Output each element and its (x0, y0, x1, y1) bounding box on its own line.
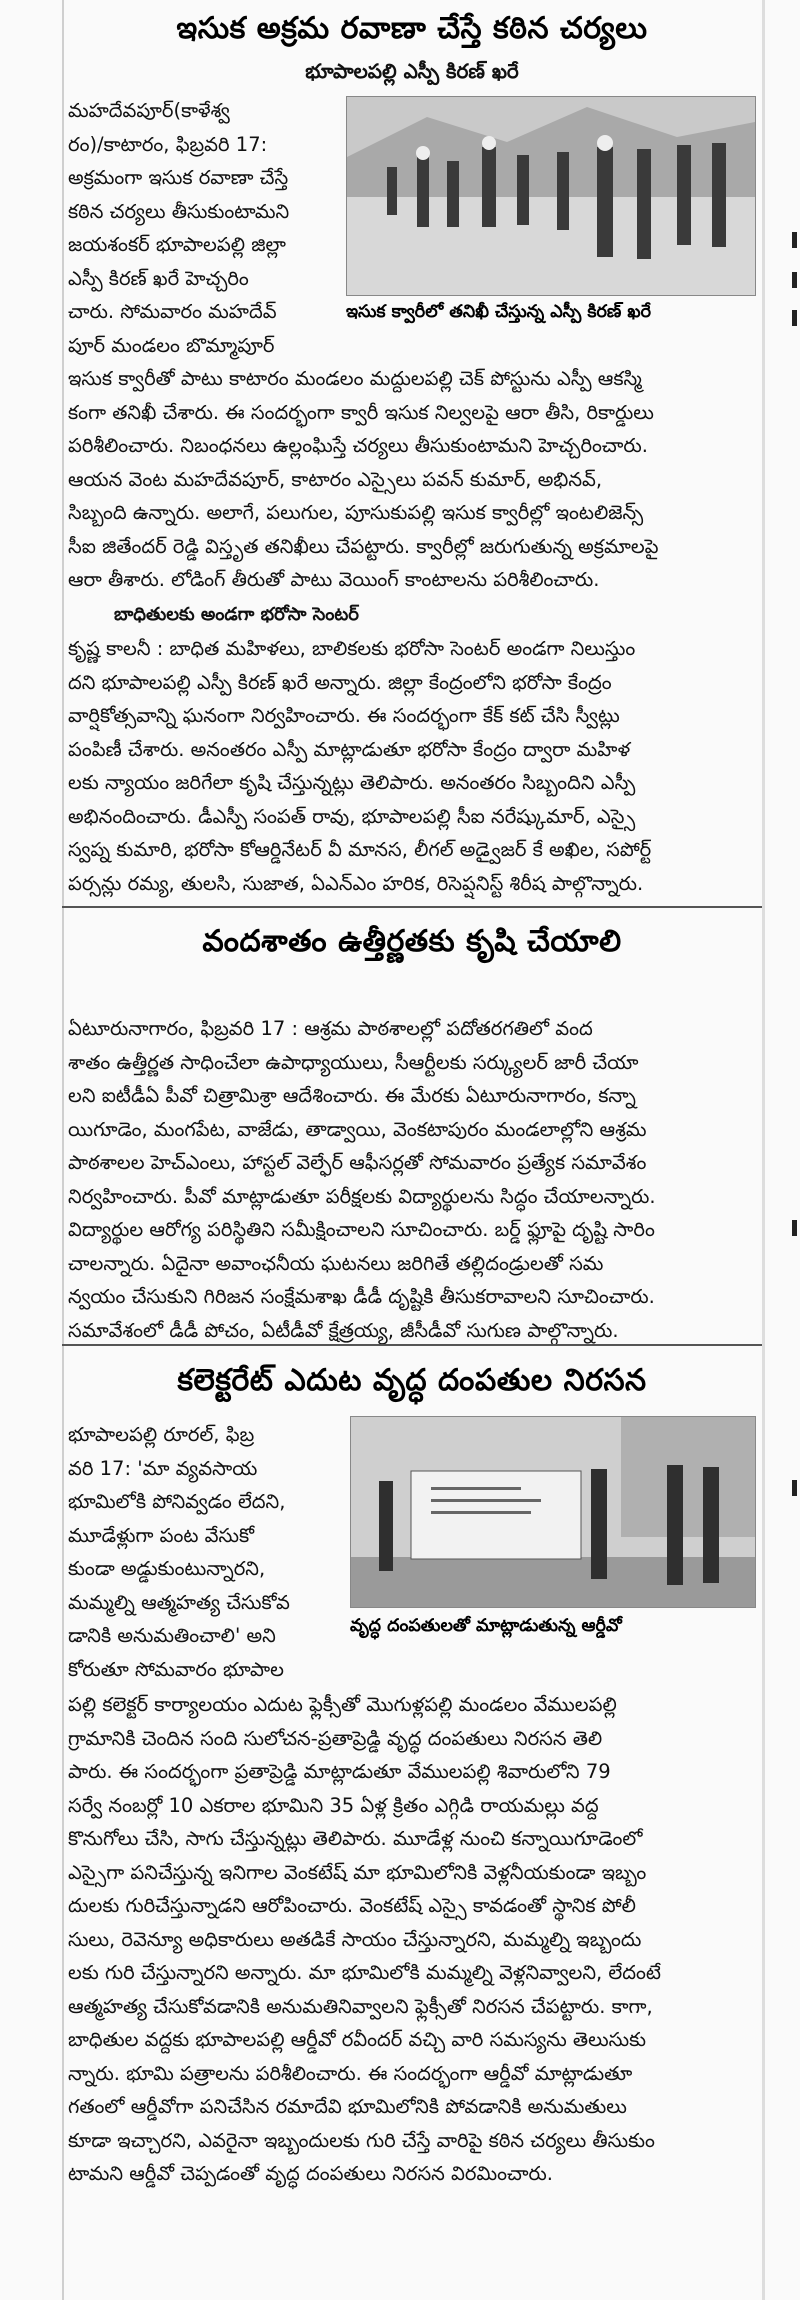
story1-headline: ఇసుక అక్రమ రవాణా చేస్తే కఠిన చర్యలు (176, 11, 648, 46)
story3-lead-line: భూమిలోకి పోనివ్వడం లేదని, (68, 1490, 286, 1513)
story1-body-line: ఇసుక క్వారీతో పాటు కాటారం మండలం మద్దులపల్లి చెక్ పోస్టును ఎస్పీ ఆకస్మి (68, 367, 642, 390)
story3-body-line: దులకు గురిచేస్తున్నాడని ఆరోపించారు. వెంకటేష్ ఎస్సై కావడంతో స్థానిక పోలీ (68, 1894, 636, 1917)
story1-lead-line: చారు. సోమవారం మహదేవ్ (68, 300, 277, 323)
story1-caption: ఇసుక క్వారీలో తనిఖీ చేస్తున్న ఎస్పీ కిరణ్ ఖరే (346, 302, 652, 322)
story1-lead-column (68, 94, 338, 362)
story3-body-line: సులు, రెవెన్యూ అధికారులు అతడికే సాయం చేస్తున్నారని, మమ్మల్ని ఇబ్బందు (68, 1927, 642, 1951)
divider-2 (62, 1344, 762, 1346)
story1-body-line: పరిశీలించారు. నిబంధనలు ఉల్లంఘిస్తే చర్యలు తీసుకుంటామని హెచ్చరించారు. (68, 434, 648, 457)
story3-body-line: న్నారు. భూమి పత్రాలను పరిశీలించారు. ఈ సందర్భంగా ఆర్డీవో మాట్లాడుతూ (68, 2061, 633, 2085)
story1-lead-line: ఎస్పీ కిరణ్ ఖరే హెచ్చరిం (68, 266, 249, 290)
story2-headline: వందశాతం ఉత్తీర్ణతకు కృషి చేయాలి (202, 924, 622, 959)
story3-body-line: గతంలో ఆర్డీవోగా పనిచేసిన రమాదేవి భూమిలోనికి పోవడానికి అనుమతులు (68, 2095, 627, 2118)
story1-body-line: సీఐ జితేందర్ రెడ్డి విస్తృత తనిఖీలు చేపట్టారు. క్వారీల్లో జరుగుతున్న అక్రమాలపై (68, 534, 659, 558)
story3-body-line: సర్వే నంబర్లో 10 ఎకరాల భూమిని 35 ఏళ్ల క్రితం ఎగ్గిడి రాయమల్లు వద్ద (68, 1793, 599, 1817)
story3-body (68, 1688, 758, 2191)
story3-lead-column (68, 1418, 340, 1686)
story3-photo (350, 1416, 756, 1608)
story3-lead-line: భూపాలపల్లి రూరల్, ఫిబ్ర (68, 1423, 255, 1446)
story1-sub-line: లకు న్యాయం జరిగేలా కృషి చేస్తున్నట్లు తెలిపారు. అనంతరం సిబ్బందిని ఎస్పీ (68, 771, 636, 794)
story1-body-line: కంగా తనిఖీ చేశారు. ఈ సందర్భంగా క్వారీ ఇసుక నిల్వలపై ఆరా తీసి, రికార్డులు (68, 400, 654, 424)
divider-1 (62, 906, 762, 908)
story2-body-line: విద్యార్థుల ఆరోగ్య పరిస్థితిని సమీక్షించాలని సూచించారు. బర్డ్ ఫ్లూపై దృష్టి సారిం (68, 1218, 655, 1241)
story2-body-line: యిగూడెం, మంగపేట, వాజేడు, తాడ్వాయి, వెంకటాపురం మండలాల్లోని ఆశ్రమ (68, 1117, 647, 1141)
story3-lead-line: డానికి అనుమతించాలి' అని (68, 1624, 276, 1647)
story1-sub-line: పంపిణీ చేశారు. అనంతరం ఎస్పీ మాట్లాడుతూ భరోసా కేంద్రం ద్వారా మహిళ (68, 737, 631, 761)
story2-body-line: పాఠశాలల హెచ్ఎంలు, హాస్టల్ వెల్ఫేర్ ఆఫీసర్లతో సోమవారం ప్రత్యేక సమావేశం (68, 1151, 647, 1174)
story1-sub-line: అభినందించారు. డీఎస్పీ సంపత్ రావు, భూపాలపల్లి సీఐ నరేష్కుమార్, ఎస్సై (68, 804, 636, 828)
story1-body-line: ఆరా తీశారు. లోడింగ్ తీరుతో పాటు వెయింగ్ కాంటాలను పరిశీలించారు. (68, 568, 600, 591)
story2-body-line: ఏటూరునాగారం, ఫిబ్రవరి 17 : ఆశ్రమ పాఠశాలల్లో పదోతరగతిలో వంద (68, 1017, 593, 1040)
story2-body (68, 1012, 758, 1347)
story3-lead-line: కుండా అడ్డుకుంటున్నారని, (68, 1557, 266, 1580)
quarry-inspection-image (347, 97, 755, 295)
story3-body-line: టామని ఆర్డీవో చెప్పడంతో వృద్ధ దంపతులు నిరసన విరమించారు. (68, 2162, 553, 2185)
story1-sub-line: పర్సన్లు రమ్య, తులసి, సుజాత, ఏఎన్ఎం హరిక, రిసెప్షనిస్ట్ శిరీష పాల్గొన్నారు. (68, 871, 644, 895)
story1-sub-section (68, 598, 758, 900)
story1-body-line: సిబ్బంది ఉన్నారు. అలాగే, పలుగుల, పూసుకుపల్లి ఇసుక క్వారీల్లో ఇంటలిజెన్స్ (68, 501, 644, 524)
story2-body-line: నిర్వహించారు. పీవో మాట్లాడుతూ పరీక్షలకు విద్యార్థులను సిద్ధం చేయాలన్నారు. (68, 1184, 656, 1208)
story1-sub-line: దని భూపాలపల్లి ఎస్పీ కిరణ్ ఖరే అన్నారు. జిల్లా కేంద్రంలోని భరోసా కేంద్రం (68, 670, 612, 694)
story3-body-line: గ్రామానికి చెందిన సంది సులోచన-ప్రతాప్రెడ్డి వృద్ధ దంపతులు నిరసన తెలి (68, 1726, 603, 1750)
story1-photo (346, 96, 756, 296)
story3-body-line: లకు గురి చేస్తున్నారని అన్నారు. మా భూమిలోకి మమ్మల్ని వెళ్లనివ్వాలని, లేదంటే (68, 1961, 661, 1984)
story1-lead-line: జయశంకర్ భూపాలపల్లి జిల్లా (68, 233, 286, 256)
protest-image (351, 1417, 755, 1607)
story1-lead-line: అక్రమంగా ఇసుక రవాణా చేస్తే (68, 166, 289, 189)
story3-lead-line: మూడేళ్లుగా పంట వేసుకో (68, 1523, 255, 1547)
story1-body-line: ఆయన వెంట మహదేవపూర్, కాటారం ఎస్సైలు పవన్ కుమార్, అభినవ్, (68, 467, 603, 491)
edge-marks (790, 0, 800, 2300)
story1-body (68, 362, 758, 597)
story3-body-line: బాధితుల వద్దకు భూపాలపల్లి ఆర్డీవో రవీందర్ వచ్చి వారి సమస్యను తెలుసుకు (68, 2028, 647, 2051)
story1-lead-line: కఠిన చర్యలు తీసుకుంటామని (68, 199, 290, 223)
story2-body-line: న్వయం చేసుకుని గిరిజన సంక్షేమశాఖ డీడీ దృష్టికి తీసుకరావాలని సూచించారు. (68, 1285, 655, 1308)
story1-sub-line: స్వప్న కుమారి, భరోసా కోఆర్డినేటర్ వీ మానస, లీగల్ అడ్వైజర్ కే అఖిల, సపోర్ట్ (68, 838, 652, 861)
story3-body-line: ఆత్మహత్య చేసుకోవడానికి అనుమతినివ్వాలని ఫ్లెక్సీతో నిరసన చేపట్టారు. కాగా, (68, 1994, 653, 2018)
story3-caption: వృద్ధ దంపతులతో మాట్లాడుతున్న ఆర్డీవో (350, 1616, 622, 1636)
newspaper-clipping (62, 0, 762, 2300)
story1-subhead: భూపాలపల్లి ఎస్పీ కిరణ్ ఖరే (305, 59, 519, 83)
story3-body-line: కొనుగోలు చేసి, సాగు చేస్తున్నట్లు తెలిపారు. మూడేళ్ల నుంచి కన్నాయిగూడెంలో (68, 1827, 643, 1850)
right-column-rule (762, 0, 765, 2300)
story3-lead-line: మమ్మల్ని ఆత్మహత్య చేసుకోవ (68, 1590, 290, 1614)
story1-lead-line: రం)/కాటారం, ఫిబ్రవరి 17: (68, 132, 268, 156)
story2-body-line: శాతం ఉత్తీర్ణత సాధించేలా ఉపాధ్యాయులు, సీఆర్టీలకు సర్క్యులర్ జారీ చేయా (68, 1050, 639, 1074)
story1-sub-title: బాధితులకు అండగా భరోసా సెంటర్ (114, 604, 359, 625)
story1-lead-line: పూర్ మండలం బొమ్మాపూర్ (68, 333, 275, 357)
story2-body-line: చాలన్నారు. ఏదైనా అవాంఛనీయ ఘటనలు జరిగితే తల్లిదండ్రులతో సమ (68, 1251, 604, 1275)
story3-body-line: ఎస్సైగా పనిచేస్తున్న ఇనిగాల వెంకటేష్ మా భూమిలోనికి వెళ్లనీయకుండా ఇబ్బం (68, 1860, 647, 1884)
story3-body-line: కూడా ఇచ్చారని, ఎవరైనా ఇబ్బందులకు గురి చేస్తే వారిపై కఠిన చర్యలు తీసుకుం (68, 2128, 655, 2152)
story3-lead-line: వరి 17: 'మా వ్యవసాయ (68, 1456, 258, 1480)
story1-lead-line: మహదేవపూర్(కాళేశ్వ (68, 99, 230, 122)
story2-body-line: లని ఐటీడీఏ పీవో చిత్రామిశ్రా ఆదేశించారు. ఈ మేరకు ఏటూరునాగారం, కన్నా (68, 1084, 636, 1107)
story3-body-line: పారు. ఈ సందర్భంగా ప్రతాప్రెడ్డి మాట్లాడుతూ వేములపల్లి శివారులోని 79 (68, 1760, 611, 1783)
story3-headline: కలెక్టరేట్ ఎదుట వృద్ధ దంపతుల నిరసన (177, 1363, 647, 1398)
story2-body-line: సమావేశంలో డీడీ పోచం, ఏటీడీవో క్షేత్రయ్య, జీసీడీవో సుగుణ పాల్గొన్నారు. (68, 1318, 619, 1342)
story3-lead-line: కోరుతూ సోమవారం భూపాల (68, 1657, 284, 1681)
story1-sub-line: కృష్ణ కాలనీ : బాధిత మహిళలు, బాలికలకు భరోసా సెంటర్ అండగా నిలుస్తుం (68, 637, 636, 660)
story3-body-line: పల్లి కలెక్టర్ కార్యాలయం ఎదుట ఫ్లెక్సీతో మొగుళ్లపల్లి మండలం వేములపల్లి (68, 1693, 617, 1716)
story1-sub-line: వార్షికోత్సవాన్ని ఘనంగా నిర్వహించారు. ఈ సందర్భంగా కేక్ కట్ చేసి స్వీట్లు (68, 704, 620, 727)
